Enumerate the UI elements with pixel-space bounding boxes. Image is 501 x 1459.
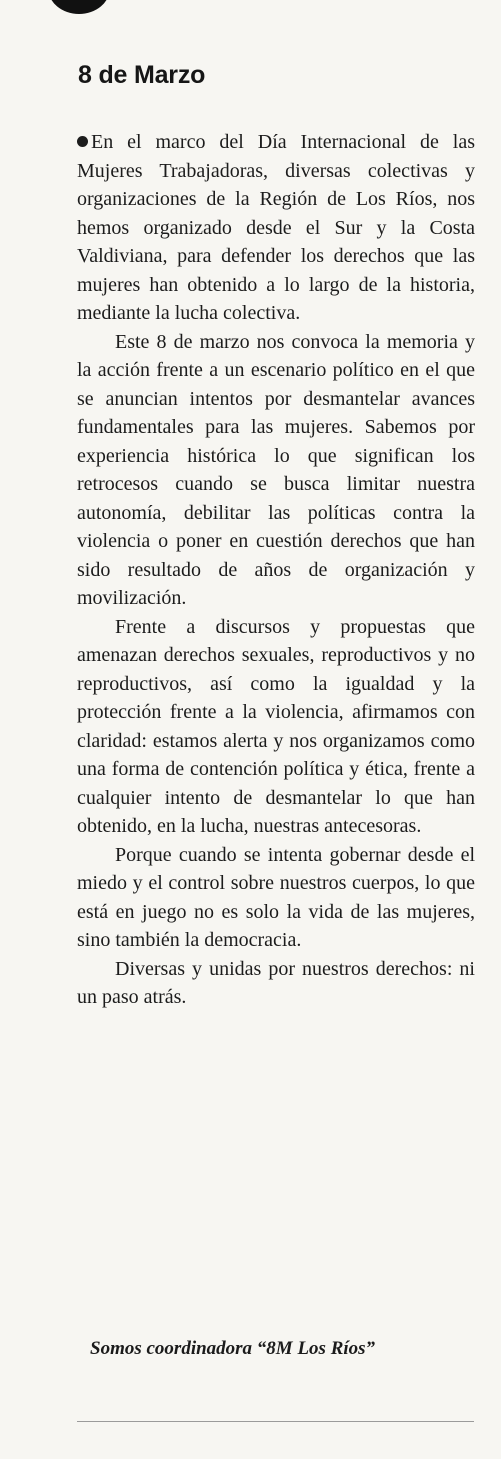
header-word-partial: [158, 0, 170, 24]
section-title: 8 de Marzo: [78, 61, 206, 89]
paragraph-1-text: En el marco del Día Internacional de las Mujeres Trabajadoras, diversas colectivas y organizaciones de la Región de Los Ríos, nos hemos organizado desde el Sur y la Costa Valdiviana, para defender los derechos que las mujeres han obtenido a lo largo de la historia, mediante la lucha colectiva.: [77, 131, 475, 324]
paragraph-1: [77, 128, 475, 328]
newspaper-logo-partial: [48, 0, 110, 14]
bullet-icon: [77, 136, 88, 147]
paragraph-2: Este 8 de marzo nos convoca la memoria y la acción frente a un escenario político en el que se anuncian intentos por desmantelar avances fundamentales para las mujeres. Sabemos por experiencia histórica lo que significan los retrocesos cuando se busca limitar nuestra autonomía, debilitar las políticas contra la violencia o poner en cuestión derechos que han sido resultado de años de organización y movilización.: [77, 330, 475, 609]
letter-body: [77, 128, 475, 1012]
paragraph-5: Diversas y unidas por nuestros derechos: ni un paso atrás.: [77, 957, 475, 1008]
paragraph-4: Porque cuando se intenta gobernar desde el miedo y el control sobre nuestros cuerpos, lo que está en juego no es solo la vida de las mujeres, sino también la democracia.: [77, 843, 475, 951]
paragraph-3: Frente a discursos y propuestas que amenazan derechos sexuales, reproductivos y no reproductivos, así como la igualdad y la protección frente a la violencia, afirmamos con claridad: estamos alerta y nos organizamos como una forma de contención política y ética, frente a cualquier intento de desmantelar lo que han obtenido, en la lucha, nuestras antecesoras.: [77, 615, 475, 837]
bottom-divider: [77, 1421, 474, 1422]
letter-signature: Somos coordinadora “8M Los Ríos”: [90, 1338, 376, 1359]
